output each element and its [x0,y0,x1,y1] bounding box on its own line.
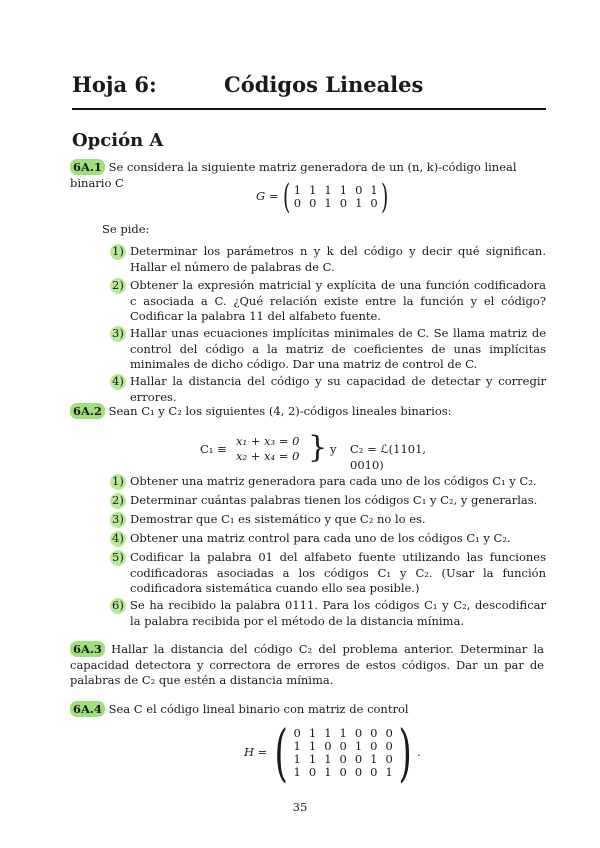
g-cell: 1 [293,183,302,197]
h-cell: 1 [308,739,317,753]
exercise-1-tag: 6A.1 [70,159,105,175]
exercise-1-text: Se considera la siguiente matriz generadora de un (n, k)-código lineal binario C [70,160,517,190]
header-rule [72,108,546,110]
h-cell: 1 [293,739,301,753]
ex2-item-2: 2) Determinar cuántas palabras tienen los códigos C₁ y C₂, y generarlas. [112,493,538,507]
page-number: 35 [292,800,308,814]
h-cell: 0 [385,752,393,766]
h-cell: 1 [324,752,332,766]
h-cell: 1 [293,752,301,766]
g-cell: 1 [324,183,332,197]
h-cell: 1 [354,739,363,753]
g-cell: 1 [309,183,317,197]
h-cell: 0 [324,739,332,753]
exercise-1-intro: Se pide: [102,222,150,236]
page-header [72,72,546,100]
codes-definition: C₁ ≡ x₁ + x₃ = 0 x₂ + x₄ = 0 } y C₂ = ℒ(1101, 0010) [200,432,460,468]
h-cell: 0 [385,726,393,740]
h-cell: 0 [339,765,347,779]
matrix-h-label: H = [244,745,268,760]
ex1-item-1: 1) Determinar los parámetros n y k del código y decir qué significan. Hallar el número de palabras de C. [112,244,546,274]
c1-equations: x₁ + x₃ = 0 x₂ + x₄ = 0 [236,434,300,463]
exercise-4-tag: 6A.4 [70,701,105,717]
h-cell: 0 [354,726,363,740]
exercise-2-text: Sean C₁ y C₂ los siguientes (4, 2)-códigos lineales binarios: [108,404,452,418]
c2-definition: C₂ = ℒ(1101, 0010) [350,442,427,472]
g-cell: 1 [370,183,378,197]
matrix-g-cells [294,184,378,210]
h-cell: 0 [370,726,378,740]
h-cell: 1 [324,726,332,740]
and-word: y [330,442,337,456]
h-cell: 1 [293,765,301,779]
header-right: Códigos Lineales [224,72,424,97]
exercise-4-statement [70,702,544,718]
exercise-2-statement [70,404,544,420]
h-cell: 1 [370,752,378,766]
matrix-g: G = ( 1 1 1 1 0 1 0 0 1 0 1 0 ) [256,177,388,217]
h-cell: 0 [293,726,301,740]
h-cell: 1 [308,726,317,740]
ex2-item-6: 6) Se ha recibido la palabra 0111. Para los códigos C₁ y C₂, descodificar la palabra recibida por el método de la distancia mínima. [112,598,546,628]
h-cell: 0 [308,765,317,779]
ex2-item-1: 1) Obtener una matriz generadora para cada uno de los códigos C₁ y C₂. [112,474,537,488]
ex2-item-4: 4) Obtener una matriz control para cada uno de los códigos C₁ y C₂. [112,531,511,545]
ex2-item-3: 3) Demostrar que C₁ es sistemático y que C₂ no lo es. [112,512,426,526]
h-cell: 1 [339,726,347,740]
h-cell: 1 [308,752,317,766]
ex1-item-2: 2) Obtener la expresión matricial y explícita de una función codificadora c asociada a C. ¿Qué relación existe entre la función y el código? Codificar la palabra 11 del alfabeto fuente. [112,278,546,323]
ex2-item-5: 5) Codificar la palabra 01 del alfabeto fuente utilizando las funciones codificadoras asociadas a los códigos C₁ y C₂. (Usar la función codificadora sistemática cuando ello sea posible.) [112,550,546,595]
matrix-h-cells [294,727,393,779]
ex1-item-3: 3) Hallar unas ecuaciones implícitas minimales de C. Se llama matriz de control del código a la matriz de coeficientes de unas implícitas minimales de dicho código. Dar una matriz de control de C. [112,326,546,371]
ex1-item-4: 4) Hallar la distancia del código y su capacidad de detectar y corregir errores. [112,374,546,404]
exercise-3-text: Hallar la distancia del código C₂ del problema anterior. Determinar la capacidad detectora y correctora de errores de estos códigos. Dar un par de palabras de C₂ que estén a distancia mínima. [70,642,545,687]
g-cell: 0 [370,196,378,210]
g-cell: 0 [293,196,302,210]
header-left: Hoja 6: [72,72,157,97]
g-cell: 1 [355,196,363,210]
h-cell: 0 [339,752,347,766]
h-cell: 0 [354,752,363,766]
h-cell: 0 [354,765,363,779]
exercise-2-tag: 6A.2 [70,403,105,419]
exercise-4-text: Sea C el código lineal binario con matriz de control [108,702,409,716]
h-cell: 1 [385,765,393,779]
h-cell: 0 [339,739,347,753]
h-cell: 0 [385,739,393,753]
c1-label: C₁ ≡ [200,442,227,456]
g-cell: 0 [309,196,317,210]
exercise-3-tag: 6A.3 [70,641,105,657]
exercise-3-statement [70,642,544,689]
h-cell: 0 [370,765,378,779]
g-cell: 0 [339,196,348,210]
g-cell: 1 [324,196,332,210]
matrix-g-label: G = [256,189,279,204]
h-cell: 0 [370,739,378,753]
g-cell: 1 [339,183,348,197]
h-cell: 1 [324,765,332,779]
section-title: Opción A [72,130,164,151]
g-cell: 0 [355,183,363,197]
matrix-h: H = ( 0 1 1 1 0 0 0 1 1 0 0 1 0 0 1 1 1 0 0 1 0 1 0 1 0 0 0 1 ) . [244,716,421,789]
